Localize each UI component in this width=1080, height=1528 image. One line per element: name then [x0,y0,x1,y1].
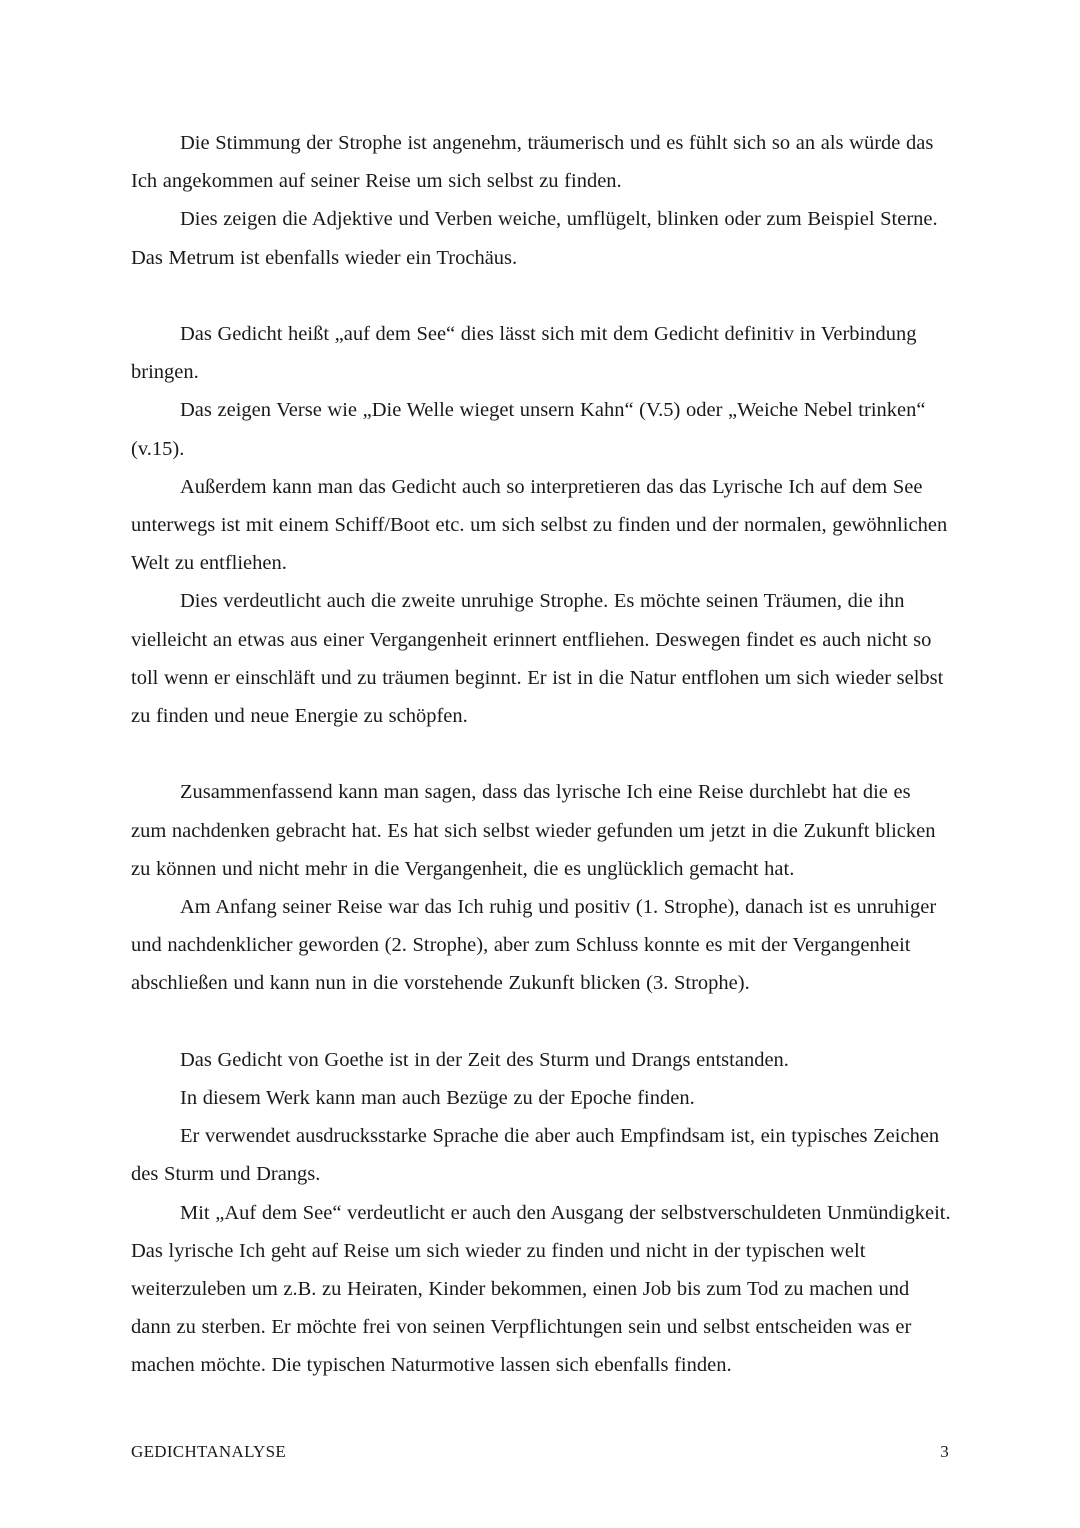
paragraph-conclusion: Mit „Auf dem See“ verdeutlicht er auch den Ausgang der selbstverschuldeten Unmündigkeit. Das lyrische Ich geht auf Reise um sich wieder zu finden und nicht in der typischen welt weiterzuleben um z.B. zu Heiraten, Kinder bekommen, einen Job bis zum Tod zu machen und dann zu sterben. Er möchte frei von seinen Verpflichtungen sein und selbst entscheiden was er machen möchte. Die typischen Naturmotive lassen sich ebenfalls finden. [131,1201,951,1377]
paragraph-journey: Am Anfang seiner Reise war das Ich ruhig und positiv (1. Strophe), danach ist es unruhiger und nachdenklicher geworden (2. Strophe), aber zum Schluss konnte es mit der Vergangenheit abschließen und kann nun in die vorstehende Zukunft blicken (3. Strophe). [131,896,937,995]
paragraph-title-meaning: Das Gedicht heißt „auf dem See“ dies lässt sich mit dem Gedicht definitiv in Verbindung bringen. [131,323,917,384]
section-spacer [131,1003,951,1041]
paragraph-references: In diesem Werk kann man auch Bezüge zu der Epoche finden. [180,1087,695,1110]
section-spacer [131,277,951,315]
page-number: 3 [940,1442,949,1461]
page-footer [131,1440,949,1464]
paragraph-language: Er verwendet ausdrucksstarke Sprache die aber auch Empfindsam ist, ein typisches Zeichen des Sturm und Drangs. [131,1125,940,1186]
footer-title: GEDICHTANALYSE [131,1442,287,1461]
paragraph-summary: Zusammenfassend kann man sagen, dass das lyrische Ich eine Reise durchlebt hat die es zum nachdenken gebracht hat. Es hat sich selbst wieder gefunden um jetzt in die Zukunft blicken zu können und nicht mehr in die Vergangenheit, die es unglücklich gemacht hat. [131,781,936,880]
document-body [131,124,951,1385]
paragraph-epoch: Das Gedicht von Goethe ist in der Zeit des Sturm und Drangs entstanden. [180,1048,789,1071]
paragraph-adjectives: Dies zeigen die Adjektive und Verben weiche, umflügelt, blinken oder zum Beispiel Sterne. Das Metrum ist ebenfalls wieder ein Trochäus. [131,208,938,269]
paragraph-interpretation: Außerdem kann man das Gedicht auch so interpretieren das das Lyrische Ich auf dem See unterwegs ist mit einem Schiff/Boot etc. um sich selbst zu finden und der normalen, gewöhnlichen Welt zu entfliehen. [131,475,948,575]
paragraph-verses: Das zeigen Verse wie „Die Welle wieget unsern Kahn“ (V.5) oder „Weiche Nebel trinken“ (v.15). [131,399,926,460]
section-spacer [131,735,951,773]
paragraph-mood: Die Stimmung der Strophe ist angenehm, träumerisch und es fühlt sich so an als würde das Ich angekommen auf seiner Reise um sich selbst zu finden. [131,132,934,193]
paragraph-second-stanza: Dies verdeutlicht auch die zweite unruhige Strophe. Es möchte seinen Träumen, die ihn vielleicht an etwas aus einer Vergangenheit erinnert entfliehen. Deswegen findet es auch nicht so toll wenn er einschläft und zu träumen beginnt. Er ist in die Natur entflohen um sich wieder selbst zu finden und neue Energie zu schöpfen. [131,590,944,728]
